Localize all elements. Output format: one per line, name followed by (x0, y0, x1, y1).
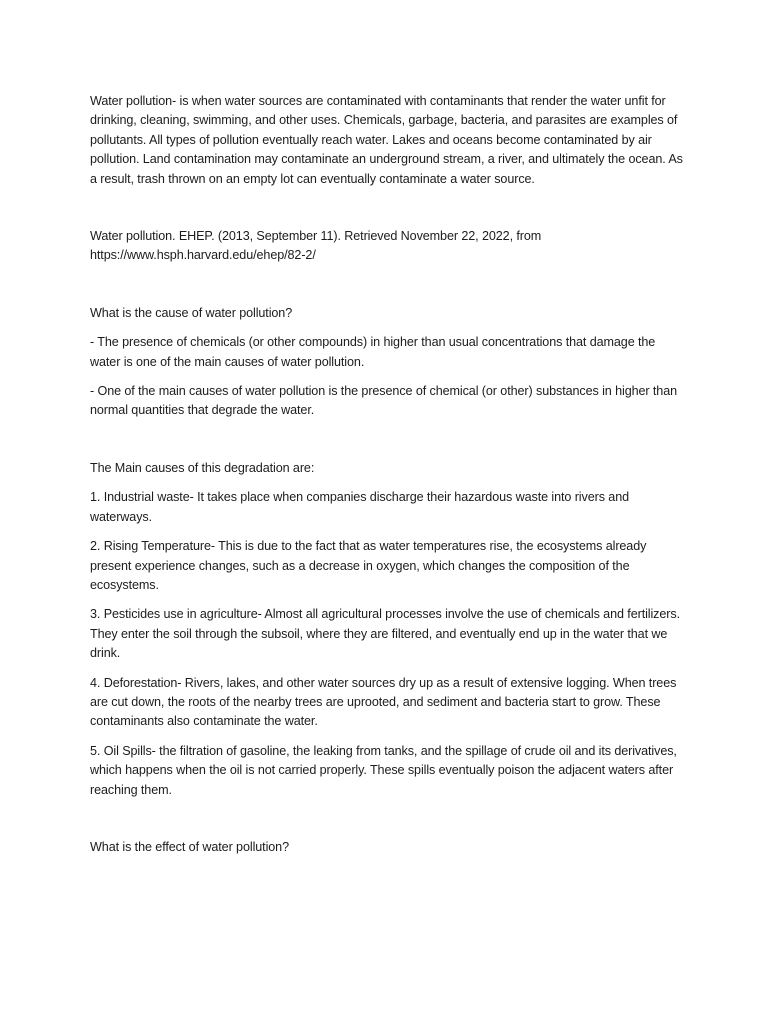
effect-question: What is the effect of water pollution? (90, 839, 289, 854)
main-cause-item: 4. Deforestation- Rivers, lakes, and other water sources dry up as a result of extensive logging. When trees are cut down, the roots of the nearby trees are uprooted, and sediment and bacteria start to grow. These contaminants also contaminate the water. (90, 675, 677, 729)
cause-answer-2: - One of the main causes of water pollution is the presence of chemical (or other) substances in higher than normal quantities that degrade the water. (90, 384, 678, 418)
main-cause-item: 3. Pesticides use in agriculture- Almost all agricultural processes involve the use of chemicals and fertilizers. They enter the soil through the subsoil, where they are filtered, and eventually end up in the water that we drink. (90, 607, 680, 661)
main-cause-item: 1. Industrial waste- It takes place when companies discharge their hazardous waste into rivers and waterways. (90, 490, 630, 524)
cause-answer-1: - The presence of chemicals (or other compounds) in higher than usual concentrations that damage the water is one of the main causes of water pollution. (90, 335, 656, 369)
main-cause-item: 2. Rising Temperature- This is due to the fact that as water temperatures rise, the ecosystems already present experience changes, such as a decrease in oxygen, which changes the composition of the ecosystems. (90, 539, 647, 592)
main-cause-item: 5. Oil Spills- the filtration of gasoline, the leaking from tanks, and the spillage of crude oil and its derivatives, which happens when the oil is not carried properly. These spills eventually poison the adjacent waters after reaching them. (90, 743, 677, 797)
intro-paragraph: Water pollution- is when water sources are contaminated with contaminants that render the water unfit for drinking, cleaning, swimming, and other uses. Chemicals, garbage, bacteria, and parasites are examples of pollutants. All types of pollution eventually reach water. Lakes and oceans become contaminated by air pollution. Land contamination may contaminate an underground stream, a river, and ultimately the ocean. As a result, trash thrown on an empty lot can eventually contaminate a water source. (90, 94, 683, 186)
citation: Water pollution. EHEP. (2013, September 11). Retrieved November 22, 2022, from https://www.hsph.harvard.edu/ehep/82-2/ (90, 229, 542, 263)
main-causes-heading: The Main causes of this degradation are: (90, 460, 315, 475)
cause-question: What is the cause of water pollution? (90, 305, 293, 320)
